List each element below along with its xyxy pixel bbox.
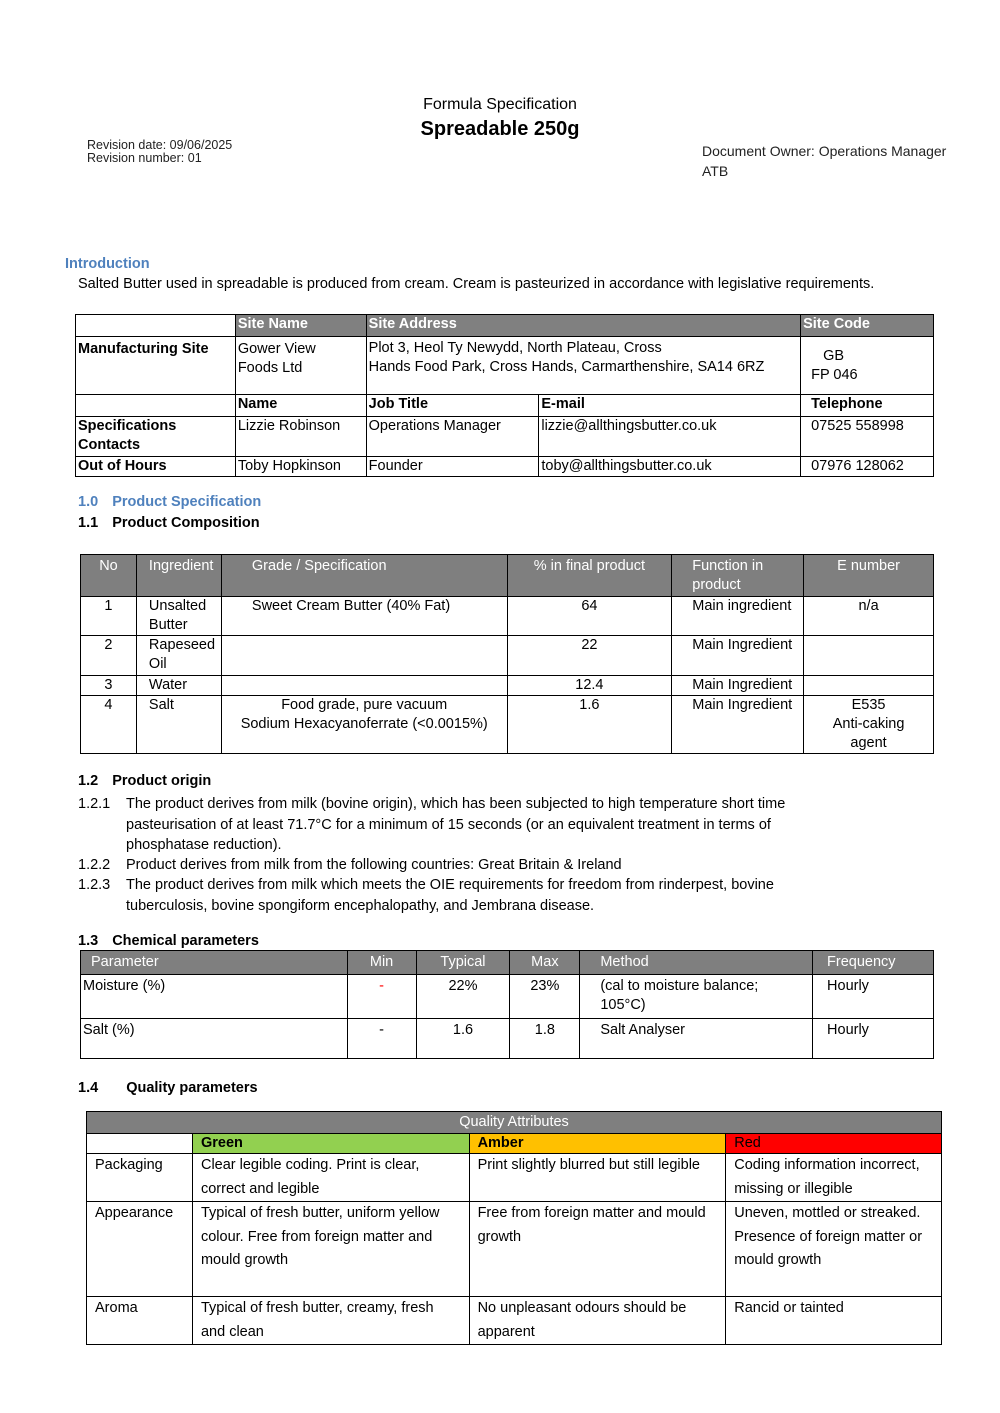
chem-max: 1.8	[510, 1019, 580, 1059]
quality-attr: Appearance	[87, 1202, 193, 1297]
origin-item-num: 1.2.2	[78, 857, 111, 873]
comp-enumber-line-1: E535	[851, 697, 886, 713]
table-row	[81, 1019, 934, 1059]
comp-no: 3	[81, 676, 137, 696]
document-owner: Document Owner: Operations Manager	[702, 143, 947, 159]
quality-green: Typical of fresh butter, uniform yellow colour. Free from foreign matter and mould growth	[192, 1202, 469, 1297]
comp-function: Main Ingredient	[672, 636, 804, 676]
origin-item-num: 1.2.3	[78, 877, 111, 893]
revision-date: Revision date: 09/06/2025	[87, 138, 233, 152]
ooh-email: toby@allthingsbutter.co.uk	[539, 457, 801, 477]
table-row	[87, 1154, 942, 1202]
comp-enumber: n/a	[804, 597, 934, 636]
spec-contacts-label	[76, 417, 236, 457]
table-row	[81, 676, 934, 696]
comp-ingredient: Water	[136, 676, 221, 696]
chem-method	[580, 975, 813, 1019]
comp-grade-line-1: Food grade, pure vacuum	[281, 697, 448, 713]
comp-pct: 22	[507, 636, 672, 676]
comp-function: Main Ingredient	[672, 696, 804, 754]
comp-header-grade: Grade / Specification	[221, 555, 507, 597]
contact-phone-header: Telephone	[801, 395, 934, 417]
section-1-3-title: Chemical parameters	[112, 933, 259, 949]
table-row	[81, 597, 934, 636]
table-row	[81, 636, 934, 676]
comp-ingredient: Unsalted Butter	[136, 597, 221, 636]
table-row	[81, 975, 934, 1019]
section-1-2-heading	[78, 773, 211, 789]
chem-header-max: Max	[510, 951, 580, 975]
comp-header-no: No	[81, 555, 137, 597]
origin-item-num: 1.2.1	[78, 796, 111, 812]
quality-green: Typical of fresh butter, creamy, fresh and clean	[192, 1297, 469, 1345]
table-row	[87, 1297, 942, 1345]
comp-no: 4	[81, 696, 137, 754]
quality-amber: No unpleasant odours should be apparent	[469, 1297, 726, 1345]
comp-enumber-line-3: agent	[850, 735, 887, 751]
comp-grade	[221, 676, 507, 696]
comp-header-ingredient: Ingredient	[136, 555, 221, 597]
comp-grade-line-2: Sodium Hexacyanoferrate (<0.0015%)	[240, 716, 488, 732]
site-name-cell	[235, 337, 366, 395]
site-name-line-1: Gower View	[237, 341, 316, 357]
chem-header-min: Min	[347, 951, 416, 975]
origin-item-text: The product derives from milk (bovine origin), which has been subjected to high temperature short time pasteurisation of at least 71.7°C for a minimum of 15 seconds (or an equivalent treatment in terms of phosphatase reduction).	[126, 796, 786, 853]
comp-pct: 1.6	[507, 696, 672, 754]
comp-header-pct: % in final product	[507, 555, 672, 597]
section-1-4-title: Quality parameters	[126, 1080, 258, 1096]
site-code-cell	[801, 337, 934, 395]
comp-grade: Sweet Cream Butter (40% Fat)	[221, 597, 507, 636]
chem-min: -	[347, 975, 416, 1019]
chem-header-typical: Typical	[416, 951, 510, 975]
spec-contact-phone: 07525 558998	[801, 417, 934, 457]
product-name-title: Spreadable 250g	[420, 118, 580, 140]
chem-typical: 22%	[416, 975, 510, 1019]
comp-pct: 64	[507, 597, 672, 636]
contact-header-blank	[76, 395, 236, 417]
introduction-heading: Introduction	[65, 256, 150, 272]
quality-red: Coding information incorrect, missing or illegible	[726, 1154, 942, 1202]
section-1-3-heading	[78, 933, 259, 949]
section-1-title: Product Specification	[112, 494, 262, 510]
chem-header-parameter: Parameter	[81, 951, 348, 975]
ooh-phone: 07976 128062	[801, 457, 934, 477]
spec-contact-name: Lizzie Robinson	[235, 417, 366, 457]
site-name-header: Site Name	[235, 315, 366, 337]
site-code-line-2: FP 046	[811, 367, 858, 383]
site-header-blank	[76, 315, 236, 337]
quality-table-title: Quality Attributes	[87, 1112, 942, 1134]
chem-method-line-2: 105°C)	[600, 997, 646, 1013]
chem-typical: 1.6	[416, 1019, 510, 1059]
comp-grade	[221, 636, 507, 676]
quality-red: Uneven, mottled or streaked. Presence of foreign matter or mould growth	[726, 1202, 942, 1297]
quality-header-amber: Amber	[469, 1134, 726, 1154]
chem-min: -	[347, 1019, 416, 1059]
section-1-num: 1.0	[78, 494, 99, 510]
quality-header-blank	[87, 1134, 193, 1154]
spec-contacts-label-line-1: Specifications	[78, 418, 177, 434]
comp-no: 2	[81, 636, 137, 676]
comp-grade	[221, 696, 507, 754]
origin-item-text: The product derives from milk which meets the OIE requirements for freedom from rinderpest, bovine tuberculosis, bovine spongiform encephalopathy, and Jembrana disease.	[126, 877, 774, 914]
quality-attr: Aroma	[87, 1297, 193, 1345]
section-1-1-num: 1.1	[78, 515, 99, 531]
spec-contacts-label-line-2: Contacts	[78, 437, 141, 453]
document-owner-block	[702, 141, 946, 181]
section-1-4-num: 1.4	[78, 1080, 99, 1096]
ooh-job: Founder	[366, 457, 539, 477]
manufacturing-site-label: Manufacturing Site	[76, 337, 236, 395]
comp-enumber	[804, 676, 934, 696]
contact-email-header: E-mail	[539, 395, 801, 417]
site-address-header: Site Address	[366, 315, 800, 337]
chem-frequency: Hourly	[813, 975, 934, 1019]
spec-contact-email: lizzie@allthingsbutter.co.uk	[539, 417, 801, 457]
quality-amber: Print slightly blurred but still legible	[469, 1154, 726, 1202]
site-address-line-1: Plot 3, Heol Ty Newydd, North Plateau, Cross	[368, 340, 662, 356]
section-1-heading	[78, 494, 261, 510]
site-name-line-2: Foods Ltd	[237, 360, 303, 376]
chem-max: 23%	[510, 975, 580, 1019]
comp-enumber	[804, 636, 934, 676]
composition-table	[80, 554, 934, 754]
revision-block	[87, 139, 232, 165]
section-1-3-num: 1.3	[78, 933, 99, 949]
ooh-label: Out of Hours	[76, 457, 236, 477]
spec-contact-job: Operations Manager	[366, 417, 539, 457]
table-row	[81, 696, 934, 754]
contact-job-header: Job Title	[366, 395, 539, 417]
comp-no: 1	[81, 597, 137, 636]
owner-org: ATB	[702, 163, 729, 179]
comp-header-function: Function in product	[672, 555, 804, 597]
chem-method-line-1: (cal to moisture balance;	[600, 978, 759, 994]
quality-red: Rancid or tainted	[726, 1297, 942, 1345]
section-1-2-num: 1.2	[78, 773, 99, 789]
site-table	[75, 314, 934, 477]
comp-pct: 12.4	[507, 676, 672, 696]
section-1-4-heading	[78, 1080, 258, 1096]
quality-table	[86, 1111, 942, 1345]
site-code-header: Site Code	[801, 315, 934, 337]
revision-number: Revision number: 01	[87, 151, 202, 165]
chem-header-frequency: Frequency	[813, 951, 934, 975]
quality-header-red: Red	[726, 1134, 942, 1154]
site-address-line-2: Hands Food Park, Cross Hands, Carmarthenshire, SA14 6RZ	[368, 359, 765, 375]
doc-type-title: Formula Specification	[423, 96, 577, 113]
section-1-2-title: Product origin	[112, 773, 212, 789]
comp-function: Main Ingredient	[672, 676, 804, 696]
chemical-table	[80, 950, 934, 1059]
section-1-1-title: Product Composition	[112, 515, 260, 531]
quality-green: Clear legible coding. Print is clear, correct and legible	[192, 1154, 469, 1202]
table-row	[87, 1202, 942, 1297]
ooh-name: Toby Hopkinson	[235, 457, 366, 477]
chem-param: Salt (%)	[81, 1019, 348, 1059]
introduction-text: Salted Butter used in spreadable is produced from cream. Cream is pasteurized in accordance with legislative requirements.	[78, 276, 875, 292]
section-1-1-heading	[78, 515, 260, 531]
contact-name-header: Name	[235, 395, 366, 417]
comp-function: Main ingredient	[672, 597, 804, 636]
chem-frequency: Hourly	[813, 1019, 934, 1059]
comp-header-enumber: E number	[804, 555, 934, 597]
quality-amber: Free from foreign matter and mould growth	[469, 1202, 726, 1297]
site-address-cell	[366, 337, 800, 395]
comp-ingredient: Salt	[136, 696, 221, 754]
chem-header-method: Method	[580, 951, 813, 975]
comp-enumber	[804, 696, 934, 754]
origin-item-text: Product derives from milk from the following countries: Great Britain & Ireland	[126, 857, 622, 873]
chem-method: Salt Analyser	[580, 1019, 813, 1059]
chem-param: Moisture (%)	[81, 975, 348, 1019]
quality-attr: Packaging	[87, 1154, 193, 1202]
comp-enumber-line-2: Anti-caking	[832, 716, 905, 732]
comp-ingredient: Rapeseed Oil	[136, 636, 221, 676]
quality-header-green: Green	[192, 1134, 469, 1154]
site-code-line-1: GB	[823, 348, 845, 364]
